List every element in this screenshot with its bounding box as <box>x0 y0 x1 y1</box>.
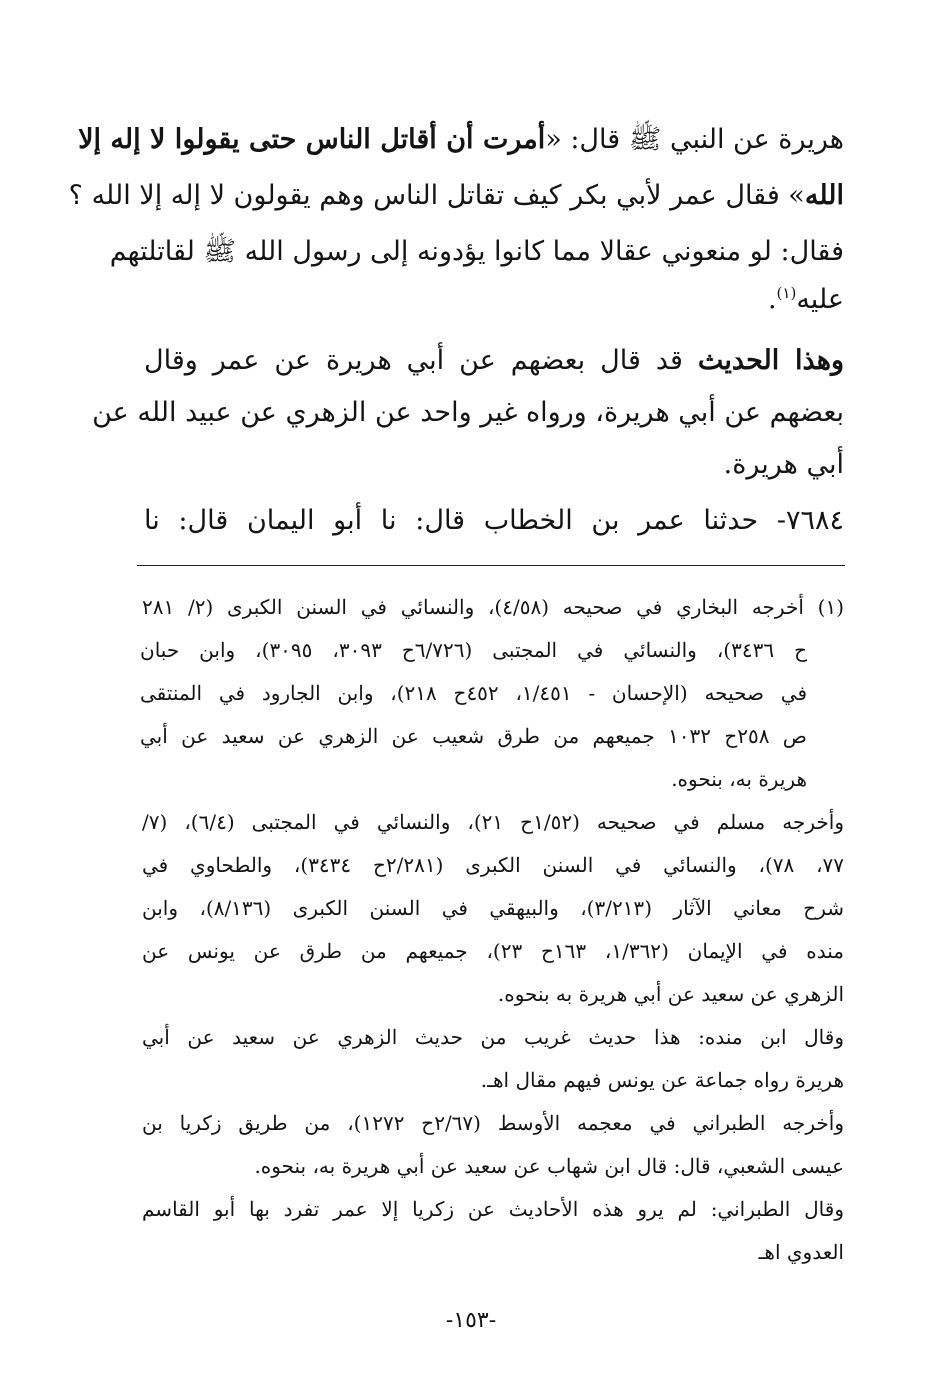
footnote-line: العدوي اهـ <box>758 1240 844 1264</box>
footnote-line: ص ٢٥٨ح ١٠٣٢ جميعهم من طرق شعيب عن الزهري عن سعيد عن أبي <box>140 724 807 748</box>
hadith-quote-bold: الله <box>804 180 844 211</box>
footnote-line: (١) أخرجه البخاري في صحيحه (٤/٥٨)، والنسائي في السنن الكبرى (٢/ ٢٨١ <box>142 595 844 619</box>
footnote-line: ح ٣٤٣٦)، والنسائي في المجتبى (٦/٧٢٦ح ٣٠٩٣، ٣٠٩٥)، وابن حبان <box>140 638 807 662</box>
text-segment: هريرة عن النبي ﷺ قال: « <box>545 124 844 155</box>
footnote-line: الزهري عن سعيد عن أبي هريرة به بنحوه. <box>497 982 844 1006</box>
footnote-line: منده في الإيمان (١/٣٦٢، ١٦٣ح ٢٣)، جميعهم من طرق عن يونس عن <box>142 939 845 963</box>
text-segment: قد قال بعضهم عن أبي هريرة عن عمر وقال <box>144 345 698 376</box>
body-line: بعضهم عن أبي هريرة، ورواه غير واحد عن الزهري عن عبيد الله عن <box>92 397 844 428</box>
body-line: ٧٦٨٤- حدثنا عمر بن الخطاب قال: نا أبو اليمان قال: نا <box>144 505 844 536</box>
footnote-line: وقال الطبراني: لم يرو هذه الأحاديث عن زكريا إلا عمر تفرد بها أبو القاسم <box>142 1197 844 1221</box>
text-segment: . <box>767 284 777 315</box>
footnote-line: في صحيحه (الإحسان - ١/٤٥١، ٤٥٢ح ٢١٨)، وابن الجارود في المنتقى <box>140 681 807 705</box>
footnote-line: وقال ابن منده: هذا حديث غريب من حديث الزهري عن سعيد عن أبي <box>142 1025 844 1049</box>
footnote-line: ٧٧، ٧٨)، والنسائي في السنن الكبرى (٢/٢٨١ح ٣٤٣٤)، والطحاوي في <box>142 853 845 877</box>
footnote-line: وأخرجه مسلم في صحيحه (١/٥٢ح ٢١)، والنسائي في المجتبى (٦/٤)، (٧/ <box>142 810 844 834</box>
footnote-line: هريرة به، بنحوه. <box>671 767 807 791</box>
footnote-line: وأخرجه الطبراني في معجمه الأوسط (٢/٦٧ح ١٢٧٢)، من طريق زكريا بن <box>142 1111 844 1135</box>
footnote-separator <box>137 565 845 566</box>
footnote-line: شرح معاني الآثار (٣/٢١٣)، والبيهقي في السنن الكبرى (٨/١٣٦)، وابن <box>142 896 844 920</box>
heading-bold-phrase: وهذا الحديث <box>697 345 844 376</box>
footnote-reference: (١) <box>776 284 797 302</box>
body-line <box>144 272 844 328</box>
footnote-line: عيسى الشعبي، قال: قال ابن شهاب عن سعيد عن أبي هريرة به، بنحوه. <box>254 1154 844 1178</box>
hadith-quote-bold: أمرت أن أقاتل الناس حتى يقولوا لا إله إلا <box>78 124 546 155</box>
text-segment: » فقال عمر لأبي بكر كيف تقاتل الناس وهم يقولون لا إله إلا الله ؟ <box>68 180 805 211</box>
body-line <box>144 333 844 389</box>
body-line: أبي هريرة. <box>723 449 844 480</box>
body-line: فقال: لو منعوني عقالا مما كانوا يؤدونه إلى رسول الله ﷺ لقاتلتهم <box>109 236 844 267</box>
page-number: -١٥٣- <box>445 1308 497 1333</box>
body-line <box>78 112 844 168</box>
text-segment: عليه <box>796 284 844 315</box>
body-line <box>68 168 844 224</box>
footnote-line: هريرة رواه جماعة عن يونس فيهم مقال اهـ. <box>480 1068 844 1092</box>
